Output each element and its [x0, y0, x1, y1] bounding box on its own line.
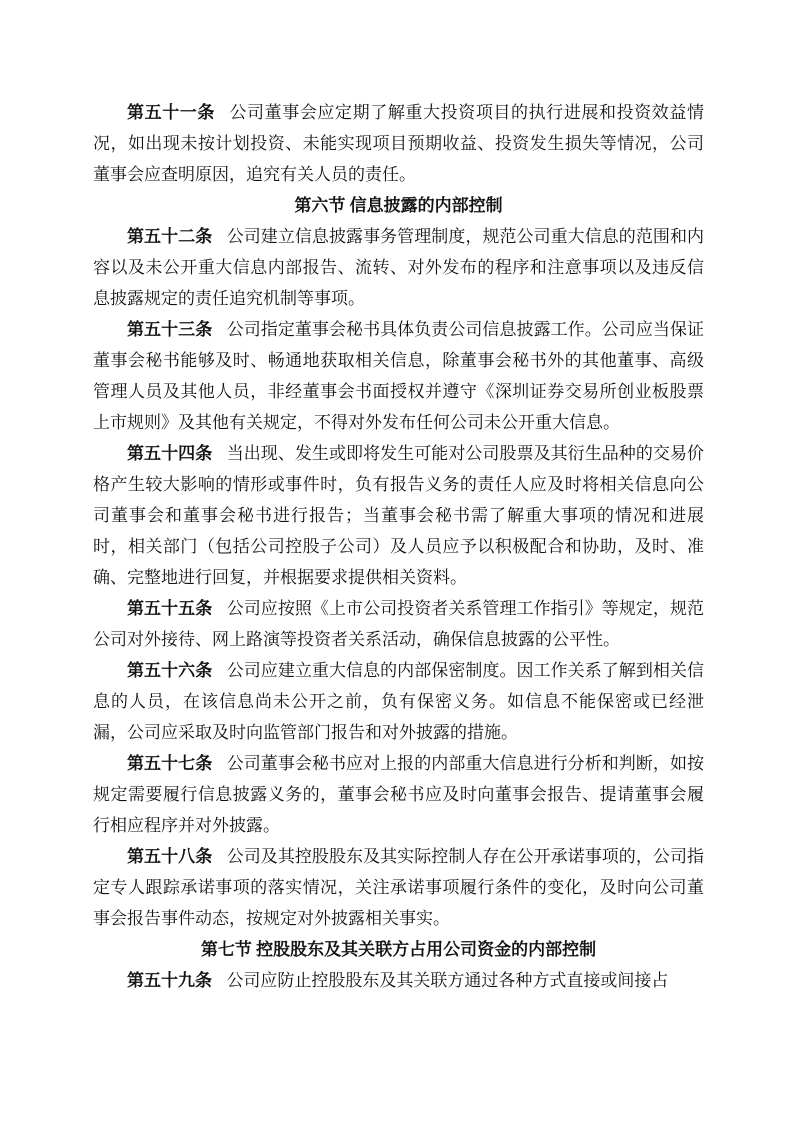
article-text: 公司及其控股股东及其实际控制人存在公开承诺事项的，公司指定专人跟踪承诺事项的落实情况，关注承诺事项履行条件的变化，及时向公司董事会报告事件动态，按规定对外披露相关事实。 — [93, 847, 705, 928]
article-text: 公司应防止控股股东及其关联方通过各种方式直接或间接占 — [226, 971, 669, 990]
article-paragraph — [93, 655, 704, 748]
article-number: 第五十九条 — [127, 971, 212, 990]
article-number: 第五十一条 — [127, 103, 215, 122]
article-paragraph — [93, 965, 704, 996]
section-heading: 第六节 信息披露的内部控制 — [294, 196, 503, 215]
article-paragraph — [93, 97, 704, 190]
article-number: 第五十六条 — [127, 661, 213, 680]
article-number: 第五十三条 — [127, 320, 213, 339]
article-text: 公司指定董事会秘书具体负责公司信息披露工作。公司应当保证董事会秘书能够及时、畅通地获取相关信息，除董事会秘书外的其他董事、高级管理人员及其他人员，非经董事会书面授权并遵守《深圳证券交易所创业板股票上市规则》及其他有关规定，不得对外发布任何公司未公开重大信息。 — [93, 320, 705, 432]
article-text: 公司应按照《上市公司投资者关系管理工作指引》等规定，规范公司对外接待、网上路演等投资者关系活动，确保信息披露的公平性。 — [93, 599, 705, 649]
article-paragraph — [93, 314, 704, 438]
article-text: 公司董事会秘书应对上报的内部重大信息进行分析和判断，如按规定需要履行信息披露义务的，董事会秘书应及时向董事会报告、提请董事会履行相应程序并对外披露。 — [93, 754, 705, 835]
article-number: 第五十五条 — [127, 599, 213, 618]
section-heading: 第七节 控股股东及其关联方占用公司资金的内部控制 — [200, 940, 597, 959]
article-text: 公司董事会应定期了解重大投资项目的执行进展和投资效益情况，如出现未按计划投资、未能实现项目预期收益、投资发生损失等情况，公司董事会应查明原因，追究有关人员的责任。 — [93, 103, 705, 184]
article-paragraph — [93, 593, 704, 655]
article-text: 公司建立信息披露事务管理制度，规范公司重大信息的范围和内容以及未公开重大信息内部报告、流转、对外发布的程序和注意事项以及违反信息披露规定的责任追究机制等事项。 — [93, 227, 705, 308]
article-paragraph — [93, 221, 704, 314]
article-paragraph — [93, 438, 704, 593]
article-number: 第五十八条 — [127, 847, 213, 866]
article-number: 第五十四条 — [127, 444, 213, 463]
article-text: 公司应建立重大信息的内部保密制度。因工作关系了解到相关信息的人员，在该信息尚未公开之前，负有保密义务。如信息不能保密或已经泄漏，公司应采取及时向监管部门报告和对外披露的措施。 — [93, 661, 705, 742]
article-number: 第五十七条 — [127, 754, 213, 773]
article-text: 当出现、发生或即将发生可能对公司股票及其衍生品种的交易价格产生较大影响的情形或事件时，负有报告义务的责任人应及时将相关信息向公司董事会和董事会秘书进行报告；当董事会秘书需了解重大事项的情况和进展时，相关部门（包括公司控股子公司）及人员应予以积极配合和协助，及时、准确、完整地进行回复，并根据要求提供相关资料。 — [93, 444, 705, 587]
article-number: 第五十二条 — [127, 227, 213, 246]
article-paragraph — [93, 748, 704, 841]
article-paragraph — [93, 841, 704, 934]
